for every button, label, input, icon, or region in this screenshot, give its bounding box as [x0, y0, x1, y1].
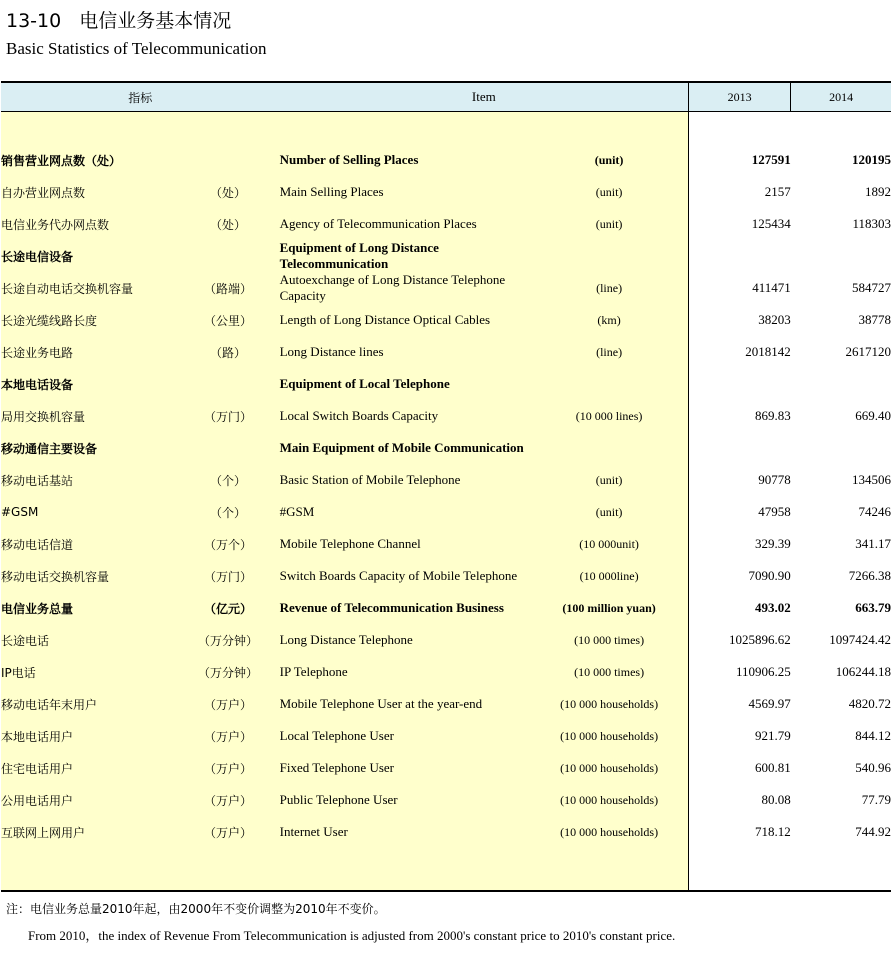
row-value-2013: 90778 [689, 464, 791, 496]
header-year-2013: 2013 [689, 82, 791, 112]
row-label-cn: 长途光缆线路长度 [1, 304, 176, 336]
row-label-en: Main Equipment of Mobile Communication [280, 432, 531, 464]
row-unit-en [530, 240, 688, 272]
row-label-en: Basic Station of Mobile Telephone [280, 464, 531, 496]
row-unit-cn: （万分钟） [176, 624, 279, 656]
row-value-2014: 4820.72 [791, 688, 891, 720]
row-value-2014: 1892 [791, 176, 891, 208]
row-unit-cn: （万门） [176, 560, 279, 592]
row-unit-cn: （路端） [176, 272, 279, 304]
row-label-en: #GSM [280, 496, 531, 528]
row-label-cn: IP电话 [1, 656, 176, 688]
table-row [1, 400, 891, 432]
row-unit-en: (line) [530, 272, 688, 304]
row-unit-en: (10 000 households) [530, 816, 688, 848]
row-value-2014: 744.92 [791, 816, 891, 848]
row-label-en: Switch Boards Capacity of Mobile Telephone [280, 560, 531, 592]
page-title-en: Basic Statistics of Telecommunication [6, 39, 267, 58]
row-value-2013: 7090.90 [689, 560, 791, 592]
footnote-cn: 注：电信业务总量2010年起，由2000年不变价调整为2010年不变价。 [6, 902, 386, 916]
row-value-2014 [791, 368, 891, 400]
table-row [1, 496, 891, 528]
row-label-en: Revenue of Telecommunication Business [280, 592, 531, 624]
table-row [1, 784, 891, 816]
row-value-2013: 493.02 [689, 592, 791, 624]
row-label-cn: 互联网上网用户 [1, 816, 176, 848]
footnotes [0, 900, 892, 944]
table-row [1, 528, 891, 560]
row-value-2013: 869.83 [689, 400, 791, 432]
row-label-cn: 局用交换机容量 [1, 400, 176, 432]
row-unit-en: (unit) [530, 208, 688, 240]
row-label-en: Length of Long Distance Optical Cables [280, 304, 531, 336]
title-text-cn: 电信业务基本情况 [79, 10, 232, 32]
row-value-2014: 7266.38 [791, 560, 891, 592]
table-row [1, 592, 891, 624]
table-body [1, 112, 891, 893]
row-value-2013: 921.79 [689, 720, 791, 752]
row-unit-cn: （处） [176, 208, 279, 240]
row-unit-cn: （个） [176, 464, 279, 496]
row-value-2013: 1025896.62 [689, 624, 791, 656]
row-label-cn: #GSM [1, 496, 176, 528]
row-label-cn: 公用电话用户 [1, 784, 176, 816]
row-unit-cn: （亿元） [176, 592, 279, 624]
row-label-en: Equipment of Long Distance Telecommunication [280, 240, 531, 272]
row-label-cn: 长途业务电路 [1, 336, 176, 368]
row-label-en: Local Telephone User [280, 720, 531, 752]
row-unit-en: (unit) [530, 176, 688, 208]
header-indicator-cn: 指标 [1, 82, 280, 112]
row-unit-cn: （万户） [176, 688, 279, 720]
table-row [1, 624, 891, 656]
row-unit-en: (100 million yuan) [530, 592, 688, 624]
table-row [1, 432, 891, 464]
row-unit-cn: （万户） [176, 752, 279, 784]
row-label-cn: 长途自动电话交换机容量 [1, 272, 176, 304]
row-unit-cn [176, 432, 279, 464]
table-row [1, 816, 891, 848]
spacer-row-bottom [1, 848, 891, 891]
row-unit-en: (10 000 households) [530, 752, 688, 784]
row-unit-en: (10 000unit) [530, 528, 688, 560]
row-label-cn: 本地电话设备 [1, 368, 176, 400]
row-value-2014: 341.17 [791, 528, 891, 560]
table-row [1, 240, 891, 272]
row-label-cn: 移动电话交换机容量 [1, 560, 176, 592]
row-value-2013: 80.08 [689, 784, 791, 816]
row-unit-cn: （公里） [176, 304, 279, 336]
page-title-cn [0, 0, 892, 33]
row-label-en: Mobile Telephone Channel [280, 528, 531, 560]
row-value-2014 [791, 240, 891, 272]
row-value-2014: 118303 [791, 208, 891, 240]
row-value-2014: 663.79 [791, 592, 891, 624]
row-value-2013: 110906.25 [689, 656, 791, 688]
spacer-row [1, 112, 891, 145]
row-label-en: Local Switch Boards Capacity [280, 400, 531, 432]
row-value-2014: 120195 [791, 144, 891, 176]
row-label-en: Autoexchange of Long Distance Telephone Capacity [280, 272, 531, 304]
row-value-2014: 106244.18 [791, 656, 891, 688]
row-label-cn: 本地电话用户 [1, 720, 176, 752]
row-value-2013: 38203 [689, 304, 791, 336]
row-unit-en: (unit) [530, 464, 688, 496]
row-unit-cn: （个） [176, 496, 279, 528]
row-label-en: Long Distance lines [280, 336, 531, 368]
row-unit-cn: （万户） [176, 784, 279, 816]
row-label-en: Long Distance Telephone [280, 624, 531, 656]
table-row [1, 752, 891, 784]
table-row [1, 720, 891, 752]
row-value-2013: 718.12 [689, 816, 791, 848]
row-value-2014: 2617120 [791, 336, 891, 368]
statistics-table [1, 81, 891, 892]
table-bottom-border [1, 891, 891, 892]
table-row [1, 144, 891, 176]
row-value-2013: 2157 [689, 176, 791, 208]
row-label-cn: 销售营业网点数（处） [1, 144, 176, 176]
row-label-cn: 电信业务代办网点数 [1, 208, 176, 240]
row-unit-cn: （万分钟） [176, 656, 279, 688]
table-header-row [1, 82, 891, 112]
row-unit-en: (line) [530, 336, 688, 368]
row-value-2013: 2018142 [689, 336, 791, 368]
row-label-en: Agency of Telecommunication Places [280, 208, 531, 240]
row-unit-en: (10 000 times) [530, 656, 688, 688]
row-value-2014 [791, 432, 891, 464]
footnote-en: From 2010，the index of Revenue From Telecommunication is adjusted from 2000's constant price to 2010's constant price. [28, 928, 676, 943]
row-label-en: IP Telephone [280, 656, 531, 688]
row-unit-cn: （路） [176, 336, 279, 368]
row-label-cn: 移动电话基站 [1, 464, 176, 496]
row-unit-cn [176, 368, 279, 400]
row-unit-en: (unit) [530, 144, 688, 176]
row-value-2013: 4569.97 [689, 688, 791, 720]
row-value-2014: 1097424.42 [791, 624, 891, 656]
row-unit-en: (10 000 times) [530, 624, 688, 656]
table-row [1, 176, 891, 208]
row-label-en: Mobile Telephone User at the year-end [280, 688, 531, 720]
table-row [1, 304, 891, 336]
table-row [1, 464, 891, 496]
table-row [1, 368, 891, 400]
row-unit-en: (10 000 households) [530, 688, 688, 720]
row-unit-cn: （万个） [176, 528, 279, 560]
row-value-2013: 411471 [689, 272, 791, 304]
row-unit-cn: （万户） [176, 816, 279, 848]
row-value-2014: 540.96 [791, 752, 891, 784]
row-unit-en: (10 000 households) [530, 784, 688, 816]
row-unit-en [530, 368, 688, 400]
row-value-2014: 844.12 [791, 720, 891, 752]
table-row [1, 208, 891, 240]
row-label-en: Public Telephone User [280, 784, 531, 816]
row-value-2014: 74246 [791, 496, 891, 528]
row-label-en: Main Selling Places [280, 176, 531, 208]
row-label-cn: 移动通信主要设备 [1, 432, 176, 464]
table-row [1, 560, 891, 592]
row-label-cn: 长途电话 [1, 624, 176, 656]
row-label-cn: 移动电话信道 [1, 528, 176, 560]
row-value-2014: 134506 [791, 464, 891, 496]
row-value-2013: 127591 [689, 144, 791, 176]
row-unit-cn: （万门） [176, 400, 279, 432]
row-label-en: Equipment of Local Telephone [280, 368, 531, 400]
row-label-cn: 住宅电话用户 [1, 752, 176, 784]
row-label-en: Internet User [280, 816, 531, 848]
row-unit-cn: （处） [176, 176, 279, 208]
row-label-cn: 长途电信设备 [1, 240, 176, 272]
row-value-2013: 47958 [689, 496, 791, 528]
row-value-2013 [689, 240, 791, 272]
row-value-2013: 329.39 [689, 528, 791, 560]
row-label-en: Number of Selling Places [280, 144, 531, 176]
row-value-2014: 669.40 [791, 400, 891, 432]
table-number: 13-10 [6, 10, 62, 32]
row-value-2014: 77.79 [791, 784, 891, 816]
row-value-2013: 125434 [689, 208, 791, 240]
row-unit-en: (10 000 households) [530, 720, 688, 752]
header-item-en: Item [280, 82, 689, 112]
row-unit-en: (10 000 lines) [530, 400, 688, 432]
row-unit-cn: （万户） [176, 720, 279, 752]
table-row [1, 688, 891, 720]
row-value-2013 [689, 368, 791, 400]
row-unit-cn [176, 144, 279, 176]
row-value-2013 [689, 432, 791, 464]
row-value-2014: 38778 [791, 304, 891, 336]
header-year-2014: 2014 [791, 82, 891, 112]
row-label-cn: 移动电话年末用户 [1, 688, 176, 720]
row-unit-en [530, 432, 688, 464]
row-label-en: Fixed Telephone User [280, 752, 531, 784]
row-unit-en: (km) [530, 304, 688, 336]
row-label-cn: 电信业务总量 [1, 592, 176, 624]
row-value-2013: 600.81 [689, 752, 791, 784]
row-unit-en: (10 000line) [530, 560, 688, 592]
row-unit-en: (unit) [530, 496, 688, 528]
row-label-cn: 自办营业网点数 [1, 176, 176, 208]
row-value-2014: 584727 [791, 272, 891, 304]
table-row [1, 336, 891, 368]
row-unit-cn [176, 240, 279, 272]
table-row [1, 272, 891, 304]
table-row [1, 656, 891, 688]
